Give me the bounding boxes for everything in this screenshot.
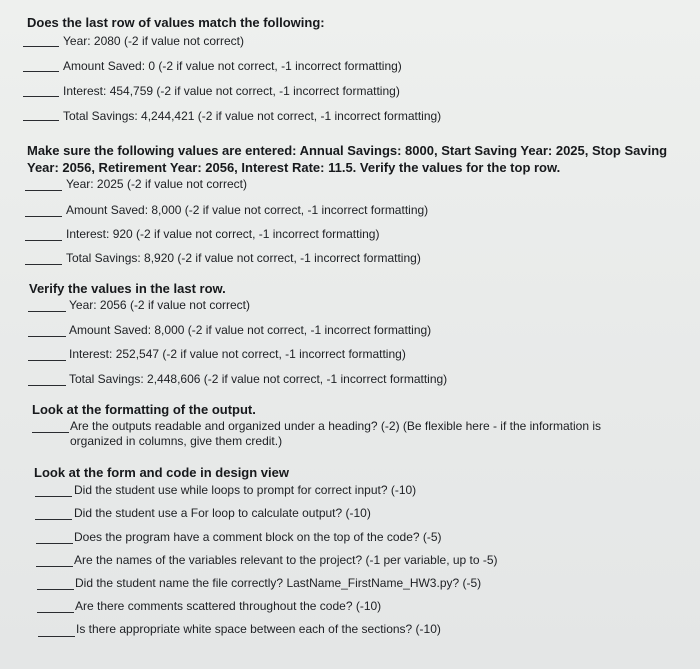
score-blank[interactable]: [23, 96, 59, 97]
rubric-item: Amount Saved: 0 (-2 if value not correct, -1 incorrect formatting): [63, 59, 402, 73]
rubric-item: Is there appropriate white space between each of the sections? (-10): [76, 622, 441, 636]
section-heading: Look at the form and code in design view: [34, 465, 289, 480]
rubric-item: Year: 2025 (-2 if value not correct): [66, 177, 247, 191]
rubric-item: Total Savings: 8,920 (-2 if value not correct, -1 incorrect formatting): [66, 251, 421, 265]
score-blank[interactable]: [28, 311, 66, 312]
rubric-item: Amount Saved: 8,000 (-2 if value not correct, -1 incorrect formatting): [69, 323, 432, 337]
rubric-item: Amount Saved: 8,000 (-2 if value not correct, -1 incorrect formatting): [66, 203, 429, 217]
rubric-item: Did the student name the file correctly? LastName_FirstName_HW3.py? (-5): [75, 576, 482, 590]
rubric-item: Are there comments scattered throughout the code? (-10): [75, 599, 382, 613]
rubric-item: Did the student use a For loop to calculate output? (-10): [74, 506, 371, 520]
section-heading: Does the last row of values match the following:: [27, 15, 325, 30]
section-heading: Look at the formatting of the output.: [32, 402, 256, 417]
rubric-item: Year: 2080 (-2 if value not correct): [63, 34, 244, 48]
score-blank[interactable]: [35, 519, 72, 520]
score-blank[interactable]: [25, 240, 62, 241]
score-blank[interactable]: [38, 636, 75, 637]
rubric-item: Are the names of the variables relevant to the project? (-1 per variable, up to -5): [74, 553, 498, 567]
score-blank[interactable]: [28, 385, 66, 386]
rubric-item: Does the program have a comment block on the top of the code? (-5): [74, 530, 442, 544]
score-blank[interactable]: [23, 71, 59, 72]
rubric-item: Total Savings: 2,448,606 (-2 if value not correct, -1 incorrect formatting): [69, 372, 448, 386]
score-blank[interactable]: [35, 496, 72, 497]
rubric-item: Year: 2056 (-2 if value not correct): [69, 298, 250, 312]
score-blank[interactable]: [36, 566, 73, 567]
rubric-item: Are the outputs readable and organized under a heading? (-2) (Be flexible here - if the information is organized in columns, give them credit.): [70, 419, 601, 448]
score-blank[interactable]: [28, 360, 66, 361]
section-heading: Make sure the following values are entered: Annual Savings: 8000, Start Saving Year: 2025, Stop Saving Year: 2056, Retirement Year: 2056, Interest Rate: 11.5. Verify the values for the top row.: [27, 143, 668, 175]
score-blank[interactable]: [37, 589, 74, 590]
score-blank[interactable]: [37, 612, 74, 613]
rubric-item: Total Savings: 4,244,421 (-2 if value not correct, -1 incorrect formatting): [63, 109, 442, 123]
score-blank[interactable]: [32, 432, 69, 433]
score-blank[interactable]: [25, 264, 62, 265]
rubric-item: Interest: 252,547 (-2 if value not correct, -1 incorrect formatting): [69, 347, 406, 361]
rubric-item: Interest: 454,759 (-2 if value not correct, -1 incorrect formatting): [63, 84, 400, 98]
score-blank[interactable]: [23, 120, 59, 121]
score-blank[interactable]: [23, 46, 59, 47]
score-blank[interactable]: [25, 216, 62, 217]
score-blank[interactable]: [28, 336, 66, 337]
section-heading: Verify the values in the last row.: [29, 281, 226, 296]
score-blank[interactable]: [25, 190, 62, 191]
score-blank[interactable]: [36, 543, 73, 544]
rubric-item: Did the student use while loops to prompt for correct input? (-10): [74, 483, 417, 497]
rubric-item: Interest: 920 (-2 if value not correct, -1 incorrect formatting): [66, 227, 380, 241]
